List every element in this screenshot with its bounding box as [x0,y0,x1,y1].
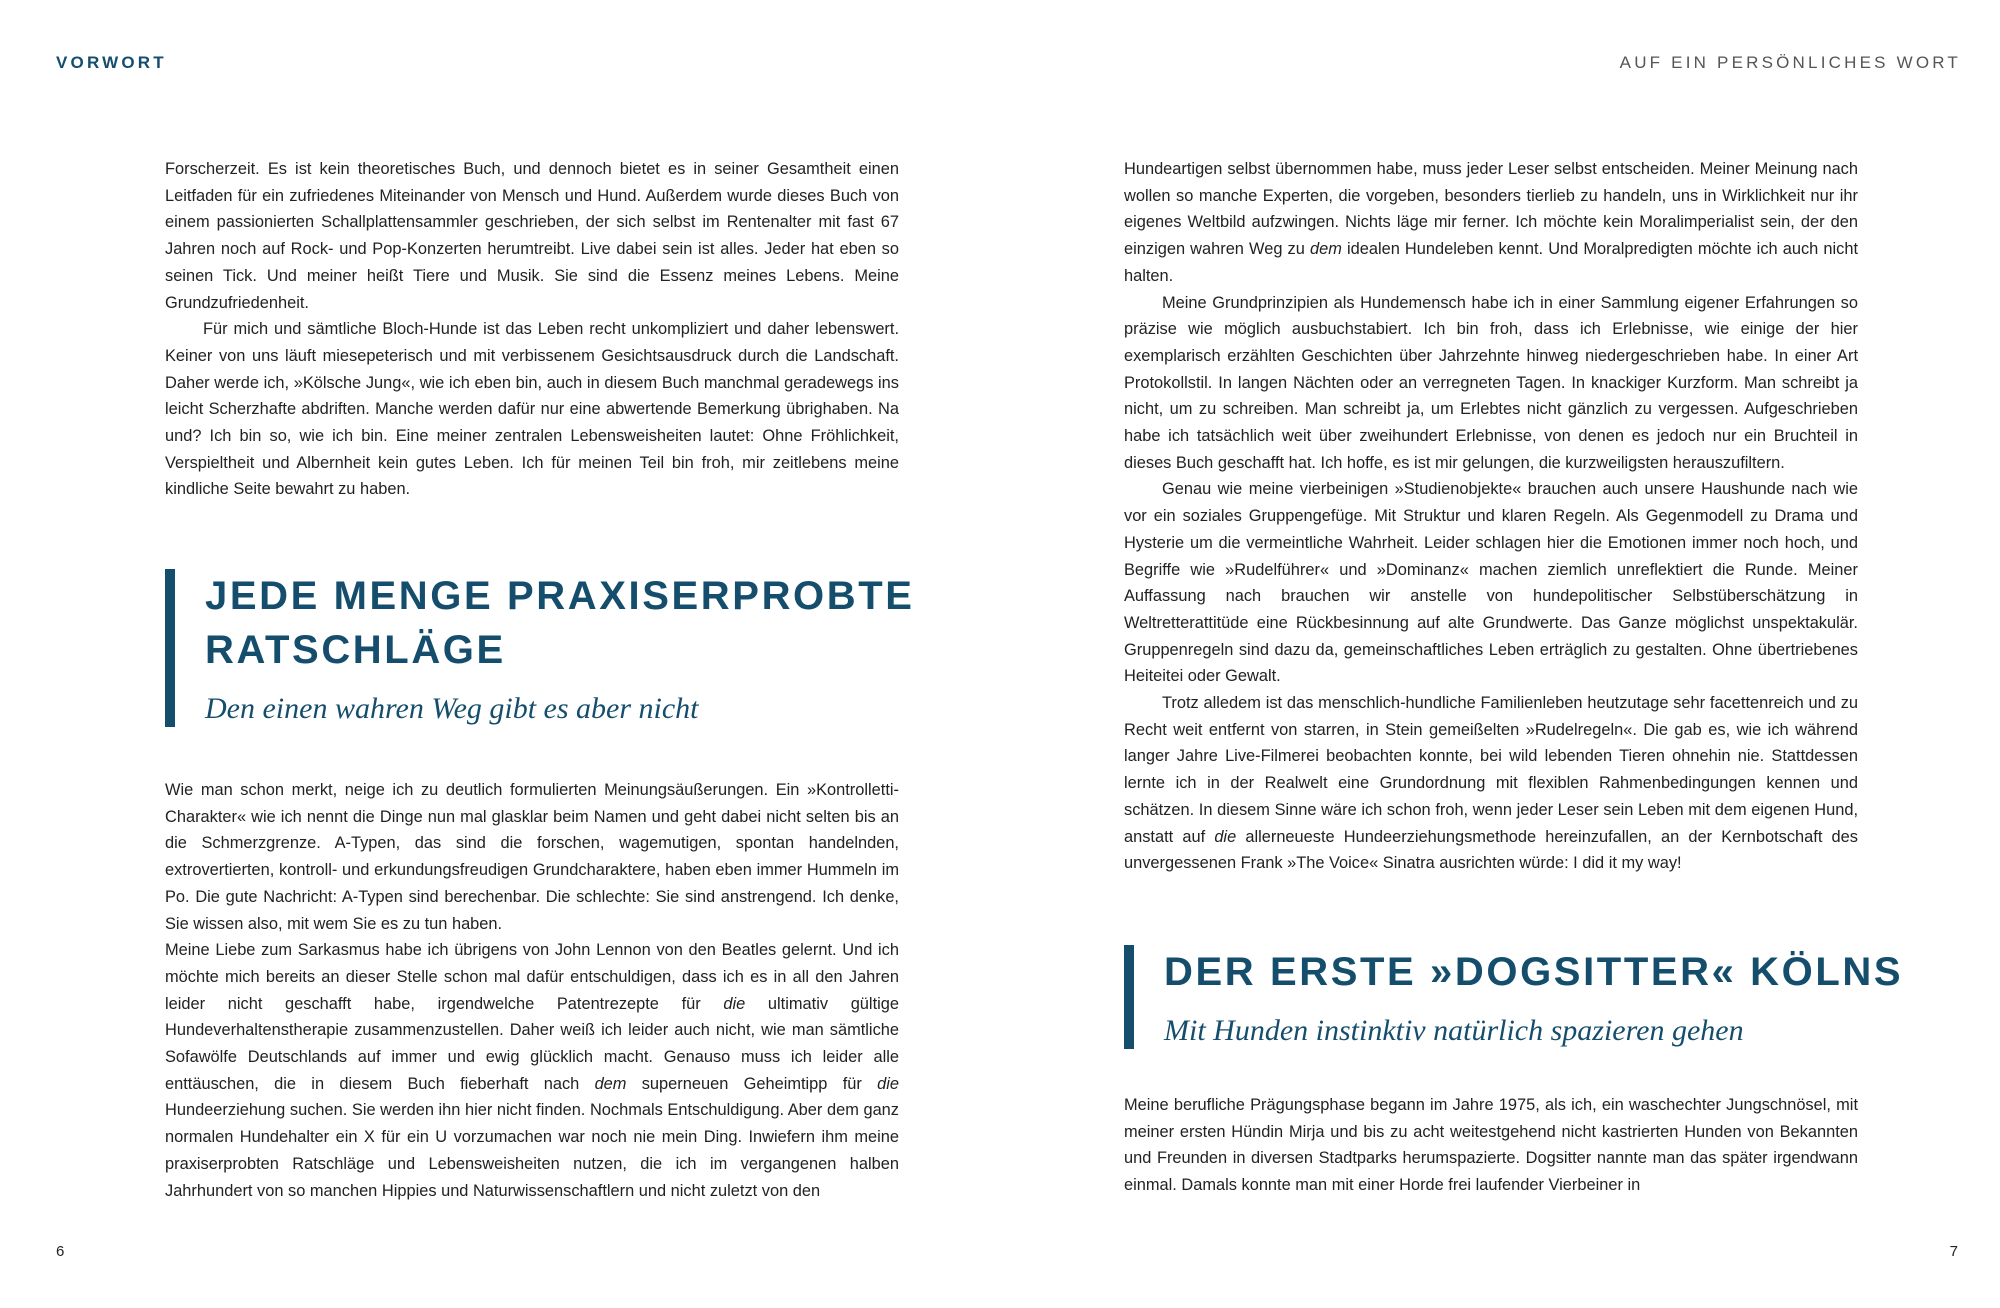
section-heading-title: DER ERSTE »DOGSITTER« KÖLNS [1164,950,1904,994]
left-intro-text [165,156,899,503]
emphasis: die [1214,827,1237,846]
paragraph: Forscherzeit. Es ist kein theoretisches Buch, und dennoch bietet es in seiner Gesamtheit einen Leitfaden für ein zufriedenes Miteinander von Mensch und Hund. Außerdem wurde dieses Buch von einem passionierten Schallplattensammler geschrieben, der sich selbst im Rentenalter mit fast 67 Jahren noch auf Rock- und Pop-Konzerten herumtreibt. Live dabei sein ist alles. Jeder hat eben so seinen Tick. Und meiner heißt Tiere und Musik. Sie sind die Essenz meines Lebens. Meine Grundzufriedenheit. [165,160,899,312]
page-number-left: 6 [56,1243,65,1260]
paragraph: Meine berufliche Prägungsphase begann im Jahre 1975, als ich, ein waschechter Jungschnösel, mit meiner ersten Hündin Mirja und bis zu acht weitestgehend nicht kastrierten Hunden von Bekannten und Freunden in diversen Stadtparks herumspazierte. Dogsitter nannte man das später irgendwann einmal. Damals konnte man mit einer Horde frei laufender Vierbeiner in [1124,1096,1858,1195]
paragraph: Wie man schon merkt, neige ich zu deutlich formulierten Meinungsäußerungen. Ein »Kontrolletti-Charakter« wie ich nennt die Dinge nun mal glasklar beim Namen und geht dabei nicht selten bis an die Schmerzgrenze. A-Typen, das sind die forschen, wagemutigen, spontan handelnden, extrovertierten, kontroll- und erkundungsfreudigen Grundcharaktere, haben eben immer Hummeln im Po. Die gute Nachricht: A-Typen sind berechenbar. Die schlechte: Sie sind anstrengend. Ich denke, Sie wissen also, mit wem Sie es zu tun haben. [165,781,899,933]
section-heading-subtitle: Mit Hunden instinktiv natürlich spazieren gehen [1164,1014,1744,1047]
text-run: Trotz alledem ist das menschlich-hundliche Familienleben heutzutage sehr facettenreich und zu Recht weit entfernt von starren, in Stein gemeißelten »Rudelregeln«. Die gab es, wie ich während langer Jahre Live-Filmerei beobachten konnte, bei wild lebenden Tieren ohnehin nie. Stattdessen lernte ich in der Realwelt eine Grundordnung mit flexiblen Rahmenbedingungen kennen und schätzen. In diesem Sinne wäre ich schon froh, wenn jeder Leser sein Leben mit dem eigenen Hund, anstatt auf [1124,694,1858,846]
text-run: Meine Liebe zum Sarkasmus habe ich übrigens von John Lennon von den Beatles gelernt. Und ich möchte mich bereits an dieser Stelle schon mal dafür entschuldigen, dass ich es in all den Jahren leider nicht geschafft habe, irgendwelche Patentrezepte für [165,941,899,1013]
text-run: ultimativ gültige Hundeverhaltenstherapie zusammenzustellen. Daher weiß ich leider auch nicht, wie man sämtliche Sofawölfe Deutschlands auf immer und ewig glücklich macht. Genauso muss ich leider alle enttäuschen, die in diesem Buch fieberhaft nach [165,994,899,1093]
page-number-right: 7 [1949,1243,1958,1260]
heading-title-line: RATSCHLÄGE [205,628,506,672]
section-heading-subtitle: Den einen wahren Weg gibt es aber nicht [205,692,699,725]
paragraph [1124,156,1858,290]
section-heading-title [205,569,935,677]
heading-title-line: JEDE MENGE PRAXISERPROBTE [205,574,915,618]
left-main-text [165,777,899,1204]
text-run: Hundeartigen selbst übernommen habe, muss jeder Leser selbst entscheiden. Meiner Meinung nach wollen so manche Experten, die vorgeben, besonders tierlieb zu handeln, uns in Wirklichkeit nur ihr eigenes Weltbild aufzwingen. Nichts läge mir ferner. Ich möchte kein Moralimperialist sein, der den einzigen wahren Weg zu [1124,160,1858,259]
paragraph [1124,690,1858,877]
section-heading-dogsitter [1124,945,1924,1049]
right-intro-text [1124,156,1858,877]
paragraph: Meine Grundprinzipien als Hundemensch habe ich in einer Sammlung eigener Erfahrungen so präzise wie möglich ausbuchstabiert. Ich bin froh, dass ich Erlebnisse, wie einige der hier exemplarisch erzählten Geschichten über Jahrzehnte hinweg niedergeschrieben habe. In einer Art Protokollstil. In langen Nächten oder an verregneten Tagen. In knackiger Kurzform. Man schreibt ja nicht, um zu schreiben. Man schreibt ja, um Erlebtes nicht gänzlich zu vergessen. Aufgeschrieben habe ich tatsächlich weit über zweihundert Erlebnisse, von denen es jedoch nur ein Bruchteil in dieses Buch geschafft hat. Ich hoffe, es ist mir gelungen, die kurzweiligsten herauszufiltern. [1124,293,1858,472]
emphasis: dem [594,1074,627,1093]
right-page [1000,0,2000,1308]
paragraph: Für mich und sämtliche Bloch-Hunde ist das Leben recht unkompliziert und daher lebenswert. Keiner von uns läuft miesepeterisch und mit verbissenem Gesichtsausdruck durch die Landschaft. Daher werde ich, »Kölsche Jung«, wie ich eben bin, auch in diesem Buch manchmal geradewegs ins leicht Scherzhafte abdriften. Manche werden dafür nur eine abwertende Bemerkung übrighaben. Na und? Ich bin so, wie ich bin. Eine meiner zentralen Lebensweisheiten lautet: Ohne Fröhlichkeit, Verspieltheit und Albernheit kein gutes Leben. Ich für meinen Teil bin froh, mir zeitlebens meine kindliche Seite bewahrt zu haben. [165,320,899,499]
emphasis: die [877,1074,899,1093]
emphasis: dem [1309,240,1342,259]
running-head-left: VORWORT [56,53,167,72]
text-run: allerneueste Hundeerziehungsmethode hereinzufallen, an der Kernbotschaft des unvergessenen Frank »The Voice« Sinatra ausrichten würde: I did it my way! [1124,827,1858,873]
section-heading-praxiserprobte [165,569,935,727]
running-head-right: AUF EIN PERSÖNLICHES WORT [1619,53,1961,72]
emphasis: die [723,994,746,1013]
text-run: Hundeerziehung suchen. Sie werden ihn hier nicht finden. Nochmals Entschuldigung. Aber dem ganz normalen Hundehalter ein X für ein U vorzumachen war noch nie mein Ding. Inwiefern ihm meine praxiserprobten Ratschläge und Lebensweisheiten nutzen, die ich im vergangenen halben Jahrhundert von so manchen Hippies und Naturwissenschaftlern und nicht zuletzt von den [165,1101,899,1200]
paragraph [165,937,899,1204]
text-run: idealen Hundeleben kennt. Und Moralpredigten möchte ich auch nicht halten. [1124,240,1859,285]
paragraph: Genau wie meine vierbeinigen »Studienobjekte« brauchen auch unsere Haushunde nach wie vor ein soziales Gruppengefüge. Mit Struktur und klaren Regeln. Als Gegenmodell zu Drama und Hysterie um die vermeintliche Wahrheit. Leider schlagen hier die Emotionen immer noch hoch, und Begriffe wie »Rudelführer« und »Dominanz« machen ziemlich unreflektiert die Runde. Meiner Auffassung nach brauchen wir anstelle von hundepolitischer Selbstüberschätzung in Weltretterattitüde eine Rückbesinnung auf alte Grundwerte. Das Ganze möglichst unspektakulär. Gruppenregeln sind dazu da, gemeinschaftliches Leben erträglich zu gestalten. Ohne übertriebenes Heiteitei oder Gewalt. [1124,480,1858,686]
text-run: superneuen Geheimtipp für [626,1074,878,1093]
right-main-text [1124,1092,1858,1199]
